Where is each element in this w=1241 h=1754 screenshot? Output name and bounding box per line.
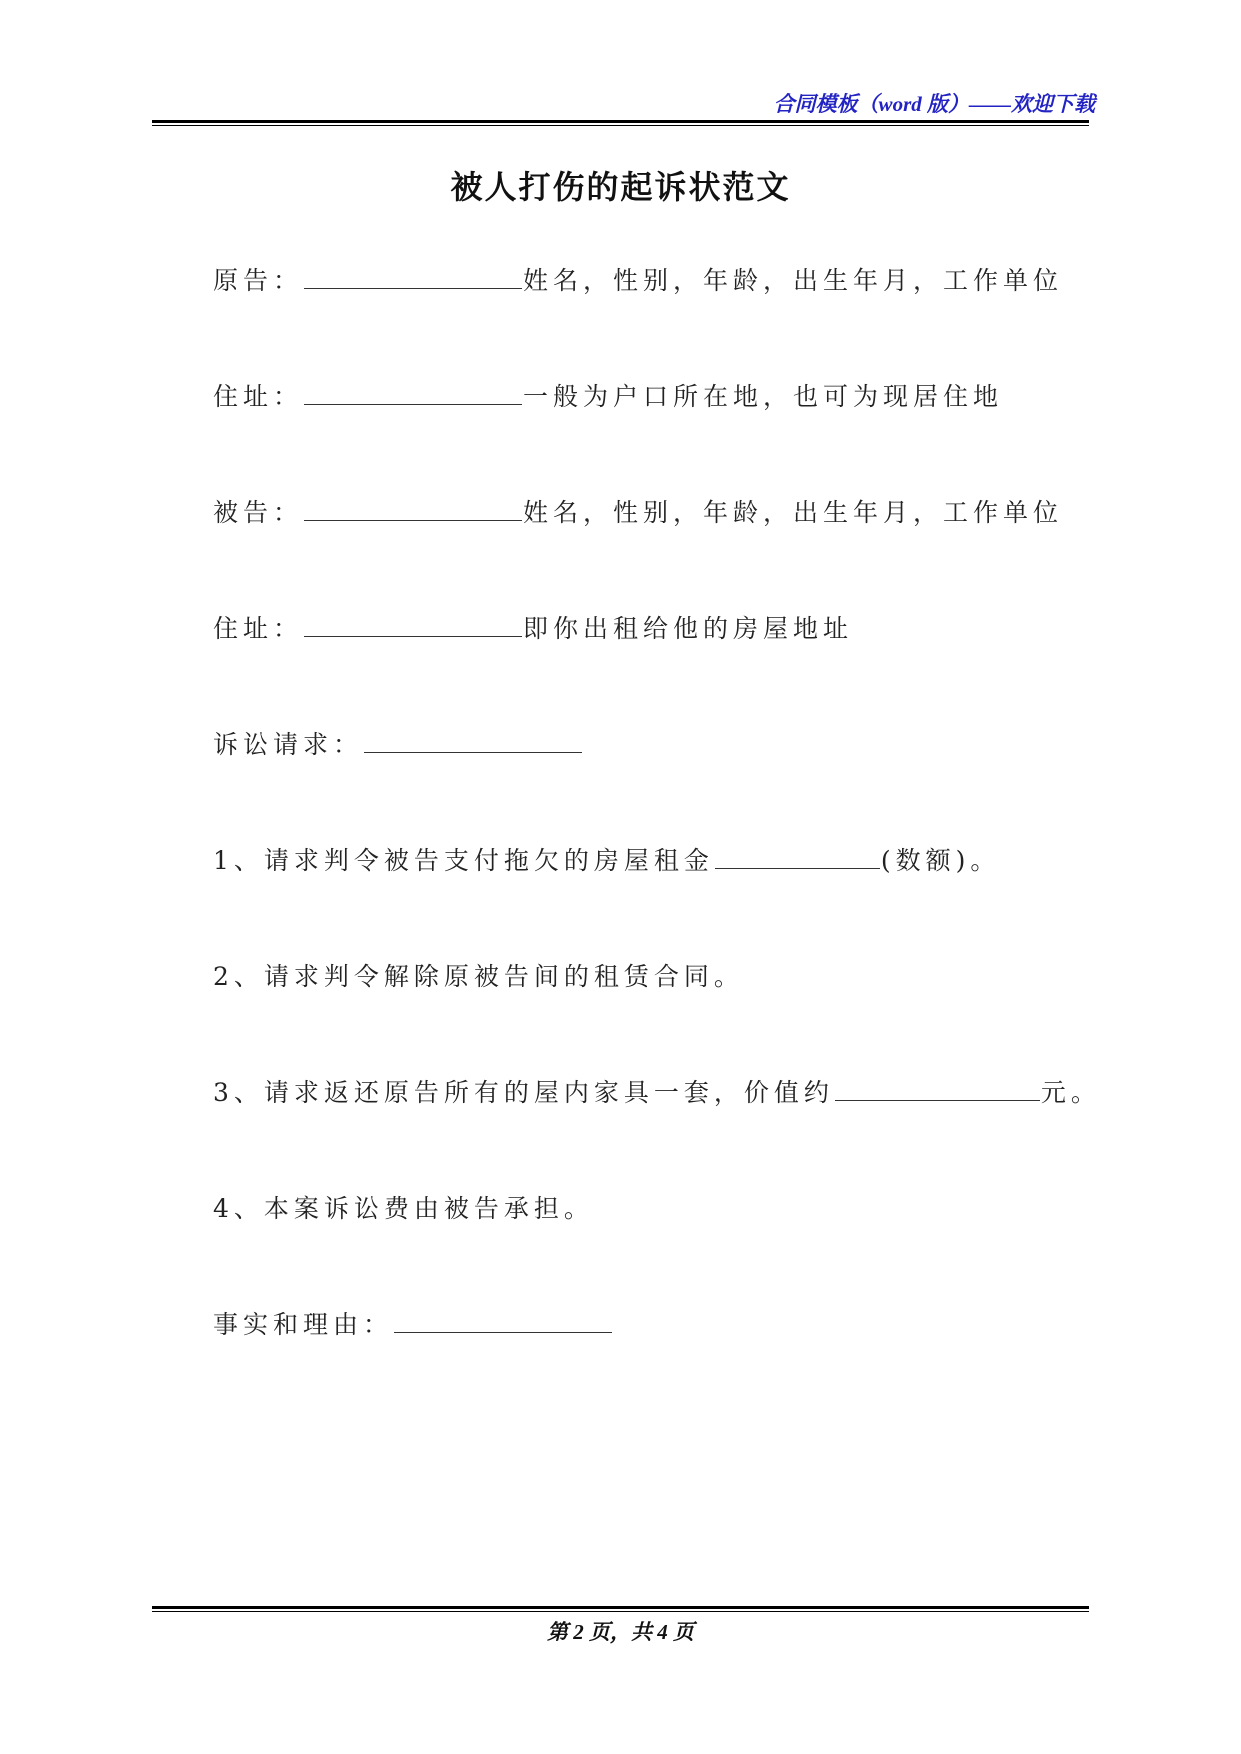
defendant-hint: 姓名，性别，年龄，出生年月，工作单位 <box>523 498 1064 527</box>
defendant-address-line <box>213 612 853 646</box>
defendant-label: 被告： <box>213 498 304 527</box>
plaintiff-label: 原告： <box>213 266 304 295</box>
claim-item-1-text: 1、请求判令被告支付拖欠的房屋租金 <box>213 846 714 875</box>
plaintiff-address-hint: 一般为户口所在地，也可为现居住地 <box>523 382 1004 411</box>
furniture-value-blank <box>835 1076 1040 1101</box>
plaintiff-address-label: 住址： <box>213 382 304 411</box>
claim-item-2 <box>213 960 744 994</box>
claims-label: 诉讼请求： <box>213 730 364 759</box>
plaintiff-address-line <box>213 380 1003 414</box>
claim-item-4-text: 4、本案诉讼费由被告承担。 <box>213 1194 594 1223</box>
page-number: 第 2 页，共 4 页 <box>547 1620 694 1644</box>
document-title: 被人打伤的起诉状范文 <box>450 168 791 206</box>
document-header: 合同模板（word 版）——欢迎下载 <box>773 92 1095 116</box>
claims-blank <box>364 728 582 753</box>
claim-item-3-text: 3、请求返还原告所有的屋内家具一套，价值约 <box>213 1078 834 1107</box>
claims-line <box>213 728 583 762</box>
defendant-address-hint: 即你出租给他的房屋地址 <box>523 614 854 643</box>
footer-rule <box>152 1606 1089 1612</box>
defendant-address-blank <box>304 612 522 637</box>
claim-item-1 <box>213 844 1000 878</box>
defendant-address-label: 住址： <box>213 614 304 643</box>
facts-line <box>213 1308 613 1342</box>
defendant-line <box>213 496 1063 530</box>
plaintiff-blank <box>304 264 522 289</box>
header-rule <box>152 120 1089 126</box>
defendant-blank <box>304 496 522 521</box>
plaintiff-hint: 姓名，性别，年龄，出生年月，工作单位 <box>523 266 1064 295</box>
claim-item-3-suffix: 元。 <box>1040 1078 1101 1107</box>
plaintiff-address-blank <box>304 380 522 405</box>
claim-item-4 <box>213 1192 594 1226</box>
facts-label: 事实和理由： <box>213 1310 394 1339</box>
claim-item-1-suffix: (数额)。 <box>880 846 1001 875</box>
claim-item-3 <box>213 1076 1101 1110</box>
plaintiff-line <box>213 264 1063 298</box>
facts-blank <box>394 1308 612 1333</box>
rent-amount-blank <box>715 844 880 869</box>
claim-item-2-text: 2、请求判令解除原被告间的租赁合同。 <box>213 962 744 991</box>
